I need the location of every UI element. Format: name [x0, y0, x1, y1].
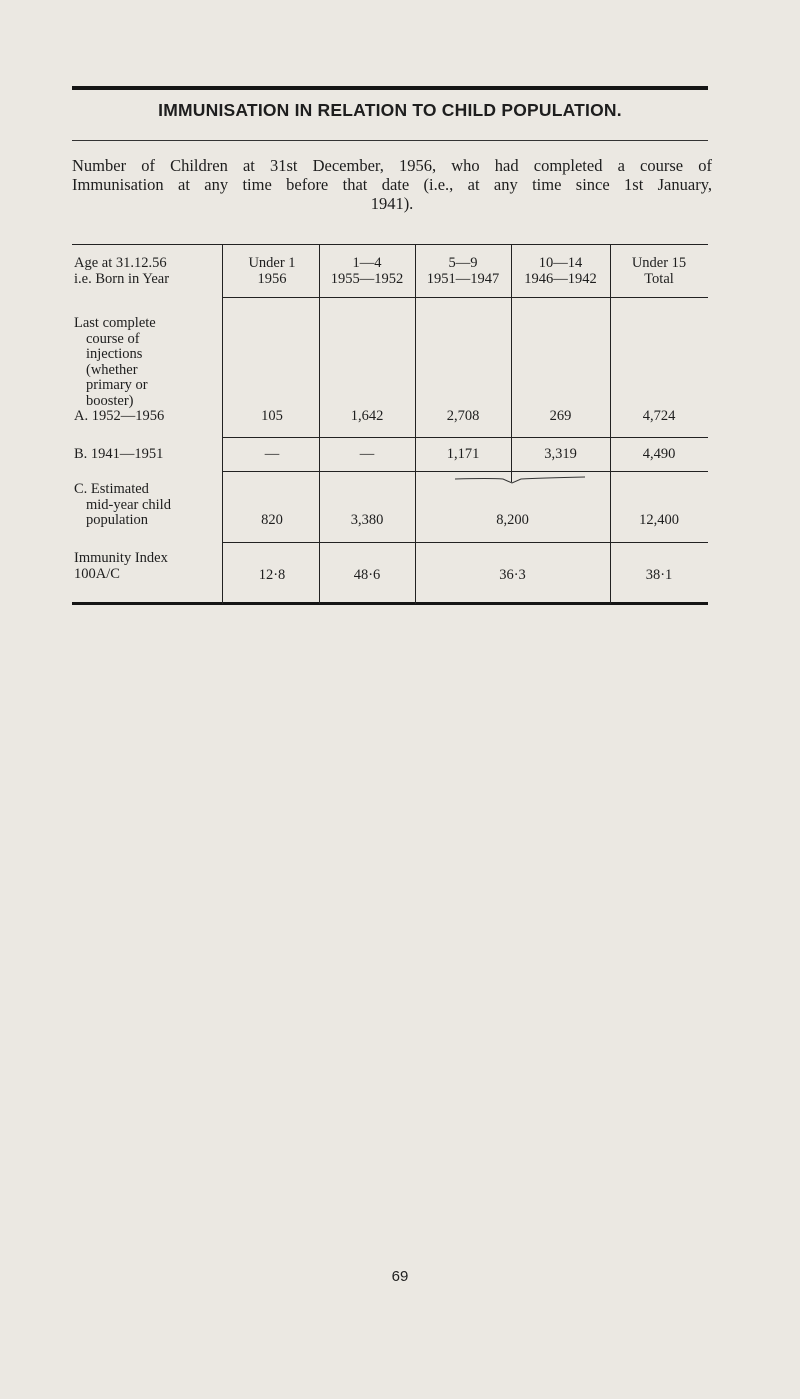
header-years: 1955—1952	[330, 270, 404, 287]
row-c-under-1: 820	[261, 512, 283, 528]
row-c-rule	[222, 542, 708, 543]
page-title: IMMUNISATION IN RELATION TO CHILD POPULATION.	[158, 100, 622, 120]
row-index-label	[74, 551, 168, 582]
header-row-label	[74, 256, 169, 287]
column-divider	[415, 244, 416, 604]
row-index-5-14: 36·3	[499, 567, 526, 583]
row-index-1-4: 48·6	[353, 567, 381, 583]
column-divider	[610, 244, 611, 604]
section-label-line: Last complete	[74, 315, 156, 331]
section-label	[74, 316, 164, 425]
row-b-label: B. 1941—1951	[74, 446, 164, 462]
row-c-5-14: 8,200	[496, 512, 529, 528]
header-under-15-total	[610, 256, 708, 287]
section-label-line: primary or	[86, 377, 148, 393]
header-age: 10—14	[538, 255, 583, 271]
header-under-1	[224, 256, 320, 287]
row-a-label: A. 1952—1956	[74, 408, 165, 424]
page-number: 69	[391, 1268, 409, 1285]
section-label-line: course of	[86, 330, 140, 347]
section-label-line: (whether	[86, 361, 138, 378]
row-index-label-line: 100A/C	[74, 565, 120, 582]
row-c-1-4: 3,380	[350, 512, 384, 528]
row-a-5-9: 2,708	[446, 408, 480, 424]
header-1-4	[319, 256, 415, 287]
row-c-label-line: C. Estimated	[74, 481, 149, 497]
intro-paragraph	[72, 156, 712, 213]
row-c-total: 12,400	[639, 512, 679, 528]
row-c-label-line: mid-year child	[86, 496, 171, 513]
header-row-label-line-2: i.e. Born in Year	[74, 270, 170, 287]
header-row-label-line-1: Age at 31.12.56	[74, 255, 167, 271]
row-b-5-9: 1,171	[446, 446, 480, 462]
intro-line-2: Immunisation at any time before that date (i.e., at any time since 1st January,	[72, 175, 712, 194]
top-rule	[72, 86, 708, 90]
row-index-under-1: 12·8	[258, 567, 286, 583]
table-top-rule	[72, 244, 708, 245]
header-bottom-rule	[222, 297, 708, 298]
header-age: Under 1	[248, 255, 296, 271]
row-a-total: 4,724	[642, 408, 676, 424]
row-a-rule	[222, 437, 708, 438]
row-c-label-line: population	[86, 512, 149, 528]
row-a-1-4: 1,642	[350, 408, 384, 424]
intro-line-1: Number of Children at 31st December, 1956, who had completed a course of	[72, 156, 712, 175]
column-divider	[222, 244, 223, 604]
row-b-under-1: —	[264, 446, 280, 462]
row-a-under-1: 105	[261, 408, 283, 424]
table-bottom-rule	[72, 602, 708, 605]
header-age: 5—9	[448, 255, 478, 271]
header-age: 1—4	[352, 255, 382, 271]
section-label-line: injections	[86, 346, 143, 362]
row-b-total: 4,490	[642, 446, 676, 462]
intro-line-3: 1941).	[370, 194, 414, 213]
section-label-line: booster)	[86, 392, 134, 409]
header-years: 1946—1942	[524, 270, 597, 287]
header-years: 1951—1947	[426, 270, 500, 287]
header-years: Total	[644, 270, 674, 287]
row-c-label	[74, 482, 171, 529]
header-10-14	[511, 256, 610, 287]
title-rule	[72, 140, 708, 141]
merge-brace-icon	[415, 474, 610, 490]
column-divider	[511, 244, 512, 482]
row-b-1-4: —	[359, 446, 375, 462]
row-a-10-14: 269	[549, 408, 572, 424]
row-b-rule	[222, 471, 708, 472]
header-age: Under 15	[631, 255, 687, 271]
row-index-label-line: Immunity Index	[74, 550, 168, 566]
header-5-9	[415, 256, 511, 287]
column-divider	[319, 244, 320, 604]
row-b-10-14: 3,319	[544, 446, 577, 462]
row-index-total: 38·1	[645, 567, 673, 583]
header-years: 1956	[257, 270, 287, 287]
